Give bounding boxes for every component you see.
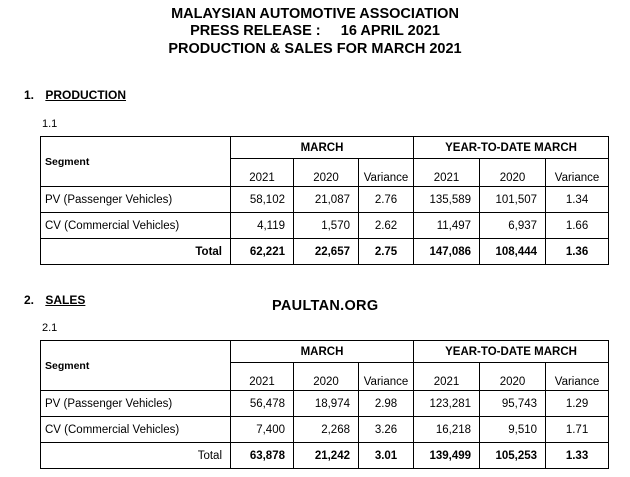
- value-cell: 2,268: [294, 417, 359, 443]
- column-header: 2021: [231, 159, 294, 187]
- value-cell: 6,937: [480, 213, 546, 239]
- value-cell: 2.98: [359, 391, 414, 417]
- press-release-date: PRESS RELEASE : 16 APRIL 2021: [190, 23, 440, 39]
- table-header-row: [41, 137, 609, 159]
- production-subsection: 1.1: [42, 118, 58, 130]
- segment-header: Segment: [41, 137, 231, 187]
- value-cell: 1.34: [546, 187, 609, 213]
- column-header: 2020: [294, 159, 359, 187]
- month-group-header: MARCH: [231, 341, 414, 363]
- total-cell: 1.36: [546, 239, 609, 265]
- production-heading: [24, 88, 126, 102]
- value-cell: 21,087: [294, 187, 359, 213]
- table-header-row: [41, 341, 609, 363]
- value-cell: 11,497: [414, 213, 480, 239]
- column-header: 2020: [480, 159, 546, 187]
- value-cell: 95,743: [480, 391, 546, 417]
- column-header: 2020: [294, 363, 359, 391]
- watermark-text: PAULTAN.ORG: [272, 298, 379, 314]
- value-cell: 1.71: [546, 417, 609, 443]
- column-header: Variance: [359, 159, 414, 187]
- total-row: [41, 239, 609, 265]
- column-header: 2020: [480, 363, 546, 391]
- value-cell: 123,281: [414, 391, 480, 417]
- production-table: [40, 136, 609, 265]
- segment-cell: CV (Commercial Vehicles): [41, 213, 231, 239]
- value-cell: 16,218: [414, 417, 480, 443]
- value-cell: 1,570: [294, 213, 359, 239]
- production-number: 1.: [24, 88, 35, 102]
- total-cell: 21,242: [294, 443, 359, 469]
- total-cell: 108,444: [480, 239, 546, 265]
- value-cell: 9,510: [480, 417, 546, 443]
- ytd-group-header: YEAR-TO-DATE MARCH: [414, 137, 609, 159]
- total-cell: 139,499: [414, 443, 480, 469]
- value-cell: 7,400: [231, 417, 294, 443]
- column-header: Variance: [546, 363, 609, 391]
- column-header: Variance: [546, 159, 609, 187]
- sales-subsection: 2.1: [42, 322, 58, 334]
- sales-table: [40, 340, 609, 469]
- sales-title: SALES: [45, 293, 86, 307]
- table-row: [41, 391, 609, 417]
- total-label: Total: [41, 239, 231, 265]
- month-group-header: MARCH: [231, 137, 414, 159]
- value-cell: 3.26: [359, 417, 414, 443]
- production-title: PRODUCTION: [45, 88, 127, 102]
- column-header: Variance: [359, 363, 414, 391]
- total-label: Total: [41, 443, 231, 469]
- value-cell: 1.29: [546, 391, 609, 417]
- segment-cell: PV (Passenger Vehicles): [41, 391, 231, 417]
- value-cell: 2.62: [359, 213, 414, 239]
- table-row: [41, 417, 609, 443]
- column-header: 2021: [414, 159, 480, 187]
- total-cell: 2.75: [359, 239, 414, 265]
- segment-cell: PV (Passenger Vehicles): [41, 187, 231, 213]
- value-cell: 101,507: [480, 187, 546, 213]
- total-cell: 3.01: [359, 443, 414, 469]
- total-cell: 1.33: [546, 443, 609, 469]
- sales-heading: [24, 293, 85, 307]
- segment-cell: CV (Commercial Vehicles): [41, 417, 231, 443]
- total-cell: 22,657: [294, 239, 359, 265]
- report-subject: PRODUCTION & SALES FOR MARCH 2021: [168, 41, 462, 57]
- value-cell: 18,974: [294, 391, 359, 417]
- value-cell: 56,478: [231, 391, 294, 417]
- table-row: [41, 187, 609, 213]
- value-cell: 4,119: [231, 213, 294, 239]
- report-org-title: MALAYSIAN AUTOMOTIVE ASSOCIATION: [171, 6, 459, 22]
- total-cell: 147,086: [414, 239, 480, 265]
- segment-header: Segment: [41, 341, 231, 391]
- total-cell: 105,253: [480, 443, 546, 469]
- sales-number: 2.: [24, 293, 35, 307]
- ytd-group-header: YEAR-TO-DATE MARCH: [414, 341, 609, 363]
- value-cell: 135,589: [414, 187, 480, 213]
- value-cell: 1.66: [546, 213, 609, 239]
- total-cell: 63,878: [231, 443, 294, 469]
- column-header: 2021: [231, 363, 294, 391]
- table-row: [41, 213, 609, 239]
- column-header: 2021: [414, 363, 480, 391]
- total-cell: 62,221: [231, 239, 294, 265]
- total-row: [41, 443, 609, 469]
- value-cell: 58,102: [231, 187, 294, 213]
- value-cell: 2.76: [359, 187, 414, 213]
